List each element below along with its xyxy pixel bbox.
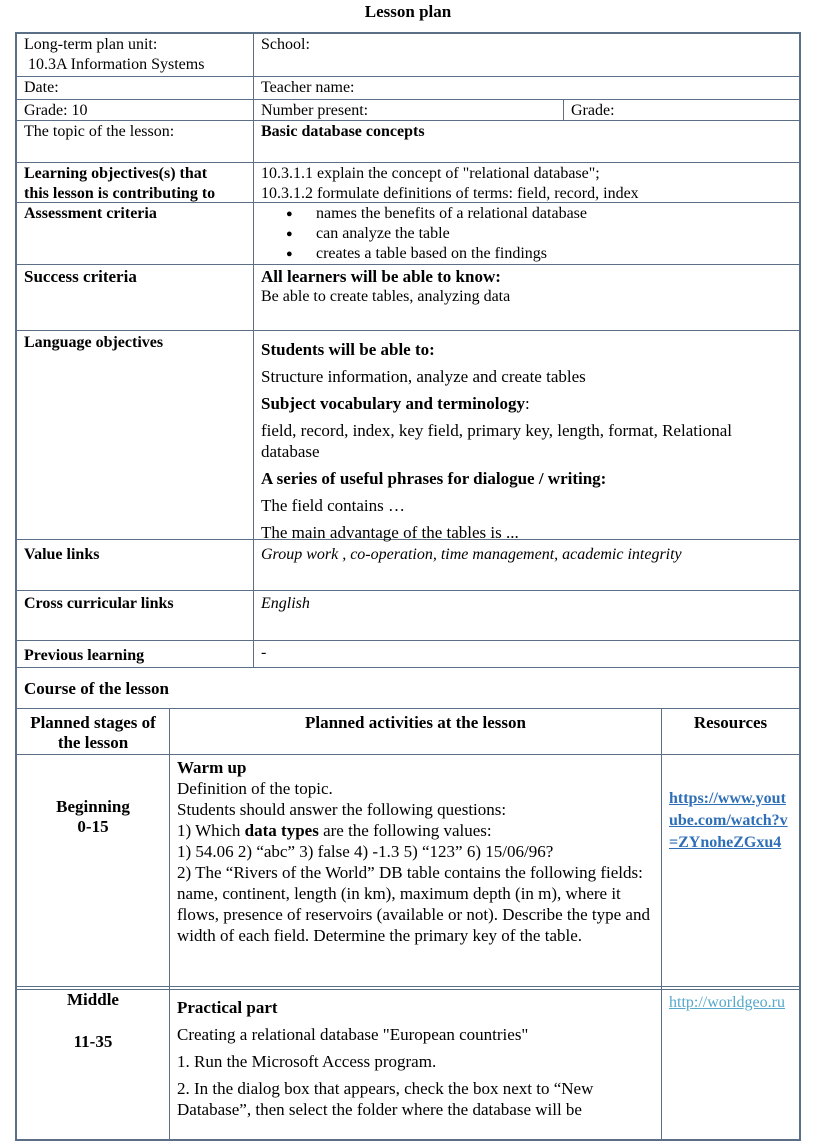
value-links-text: Group work , co-operation, time management, academic integrity (261, 546, 682, 563)
youtube-link[interactable]: https://www.youtube.com/watch?v=ZYnoheZGxu4 (669, 790, 788, 851)
assessment-item: ● creates a table based on the findings (261, 244, 792, 264)
worldgeo-link[interactable]: http://worldgeo.ru (669, 994, 785, 1011)
previous-text: - (261, 644, 267, 661)
beginning-activities (170, 756, 661, 947)
school-label: School: (261, 36, 310, 53)
topic-value: Basic database concepts (261, 123, 425, 140)
success-heading: All learners will be able to know: (261, 267, 501, 286)
value-links-label: Value links (24, 546, 100, 563)
warmup-line1: Definition of the topic. (177, 779, 333, 798)
topic-label: The topic of the lesson: (24, 123, 175, 140)
middle-resource (662, 992, 799, 1014)
language-h1: Students will be able to: (261, 340, 435, 359)
success-label: Success criteria (24, 267, 137, 286)
school-cell (254, 34, 799, 56)
page-title: Lesson plan (364, 2, 452, 21)
warmup-line2: Students should answer the following questions: (177, 800, 507, 819)
practical-line1: Creating a relational database "European countries" (177, 1025, 529, 1044)
warmup-q1-values: 1) 54.06 2) “abc” 3) false 4) -1.3 5) “123” 6) 15/06/96? (177, 842, 554, 861)
practical-line3: 2. In the dialog box that appears, check the box next to “New Database”, then select the folder where the database will be (177, 1079, 594, 1119)
date-label: Date: (24, 79, 59, 96)
objectives-label-line2: this lesson is contributing to (24, 185, 216, 202)
col-stages-header: Planned stages of the lesson (30, 713, 156, 752)
language-content (254, 338, 799, 550)
objectives-label (17, 163, 253, 205)
objective-item: 10.3.1.2 formulate definitions of terms: field, record, index (261, 185, 639, 202)
assessment-item: ● names the benefits of a relational database (261, 204, 792, 224)
language-p2: field, record, index, key field, primary key, length, format, Relational database (261, 421, 732, 461)
warmup-q2: 2) The “Rivers of the World” DB table contains the following fields: name, continent, length (in km), maximum depth (in m), where it flows, presence of reservoirs (available or not). Describe the type and width of each field. Determine the primary key of the table. (177, 863, 650, 945)
previous-label: Previous learning (24, 647, 145, 664)
unit-cell (17, 34, 253, 76)
assessment-item: ● can analyze the table (261, 224, 792, 244)
language-h3: A series of useful phrases for dialogue / writing: (261, 469, 607, 488)
warmup-q1-bold: data types (244, 821, 319, 840)
warmup-q1-post: are the following values: (318, 821, 492, 840)
warmup-heading: Warm up (177, 758, 247, 777)
lesson-plan-table (15, 32, 801, 1141)
practical-heading: Practical part (177, 998, 278, 1017)
middle-activities (170, 996, 661, 1127)
course-heading: Course of the lesson (24, 679, 169, 698)
language-label: Language objectives (24, 334, 164, 351)
teacher-label: Teacher name: (261, 79, 355, 96)
practical-line2: 1. Run the Microsoft Access program. (177, 1052, 437, 1071)
success-content (254, 266, 799, 308)
beginning-stage-time: 0-15 (77, 817, 109, 836)
middle-stage (17, 989, 169, 1053)
language-p4: The main advantage of the tables is ... (261, 523, 519, 542)
col-activities-header: Planned activities at the lesson (305, 713, 526, 732)
success-text: Be able to create tables, analyzing data (261, 288, 511, 305)
language-p3: The field contains … (261, 496, 405, 515)
beginning-stage (17, 796, 169, 838)
assessment-label: Assessment criteria (24, 205, 157, 222)
objective-item: 10.3.1.1 explain the concept of "relational database"; (261, 165, 600, 182)
grade2-label: Grade: (571, 102, 615, 119)
language-p1: Structure information, analyze and create tables (261, 367, 586, 386)
beginning-resource (662, 787, 799, 855)
beginning-stage-name: Beginning (56, 797, 130, 816)
middle-stage-time: 11-35 (73, 1032, 113, 1051)
objectives-label-line1: Learning objectives(s) that (24, 165, 208, 182)
cross-text: English (261, 595, 310, 612)
language-h2: Subject vocabulary and terminology (261, 394, 525, 413)
col-resources-header: Resources (693, 713, 768, 732)
cross-label: Cross curricular links (24, 595, 174, 612)
assessment-list (254, 203, 799, 265)
objectives-list (254, 163, 799, 205)
warmup-q1-pre: 1) Which (177, 821, 245, 840)
middle-stage-name: Middle (67, 990, 119, 1009)
number-present-label: Number present: (261, 102, 369, 119)
unit-label: Long-term plan unit: (24, 36, 158, 53)
unit-value: 10.3A Information Systems (28, 56, 205, 73)
grade-label: Grade: 10 (24, 102, 88, 119)
language-h2-colon: : (524, 394, 530, 413)
